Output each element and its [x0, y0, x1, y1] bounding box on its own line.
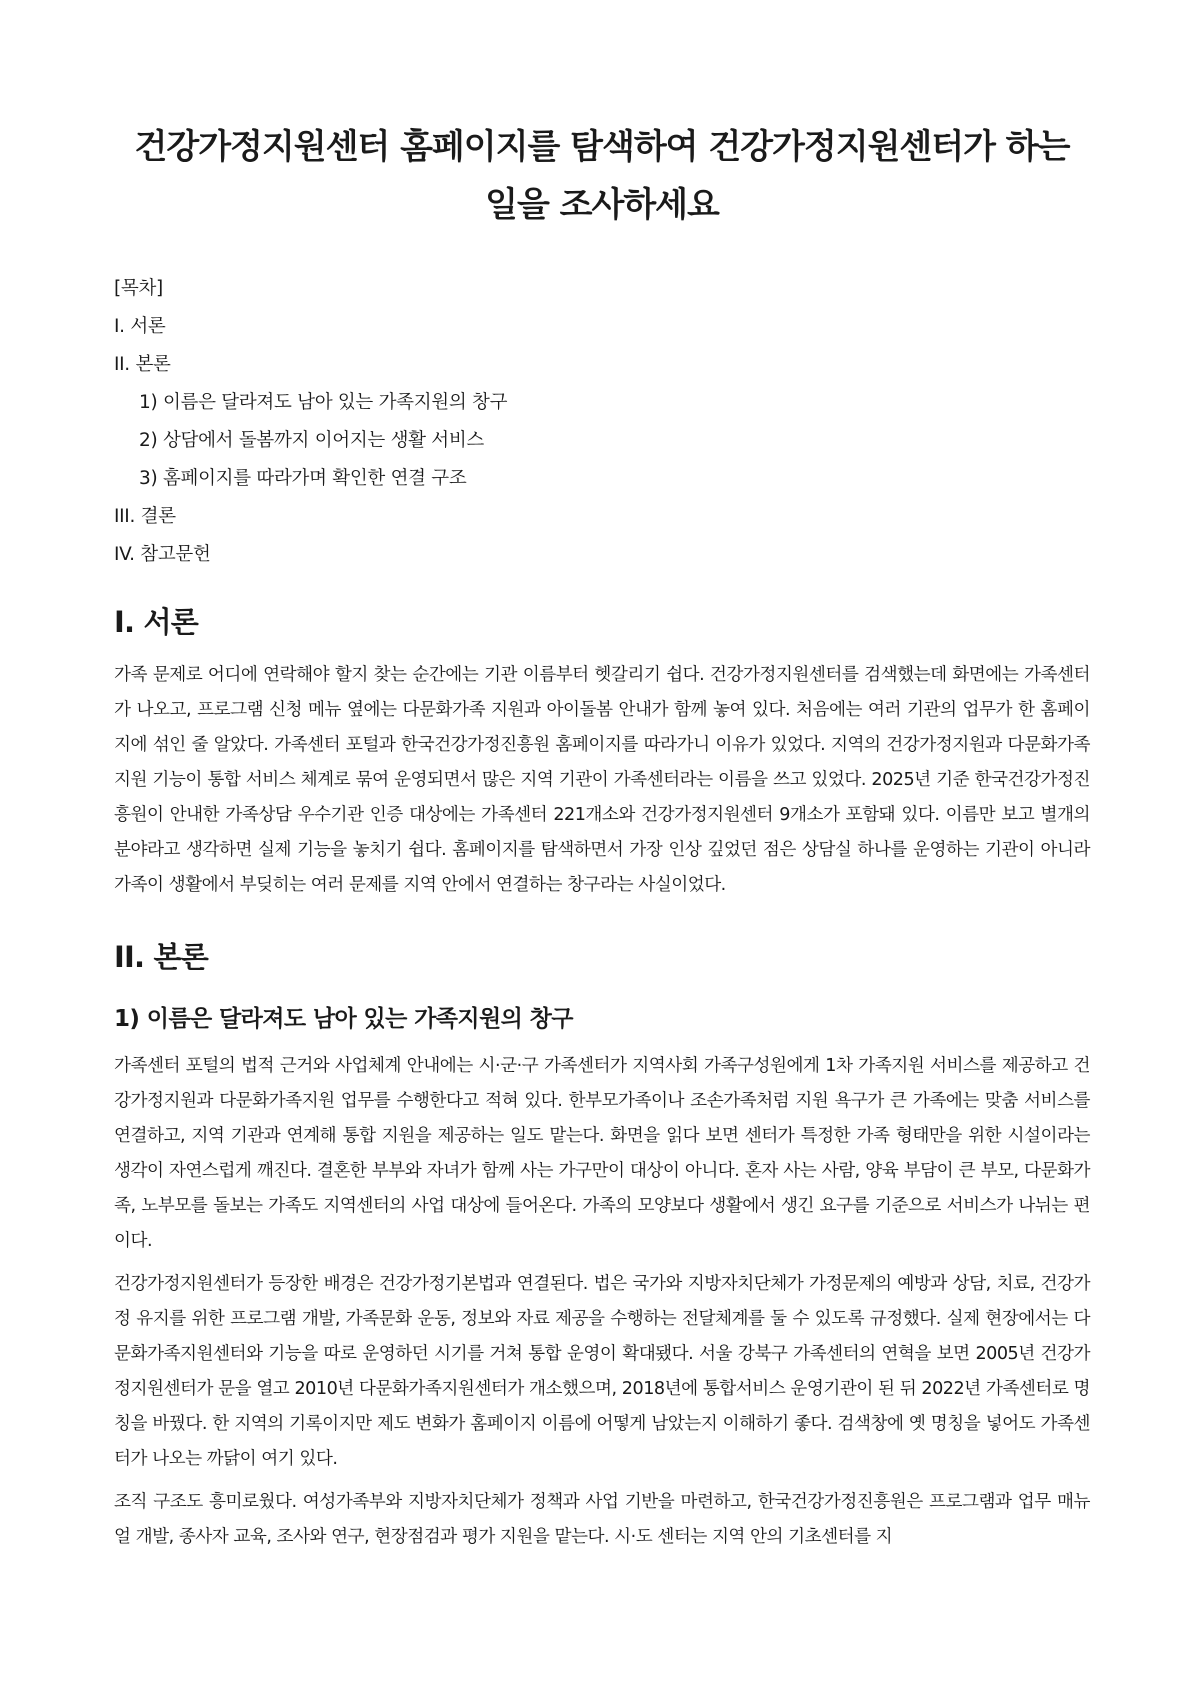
- toc-item-body-2: 2) 상담에서 돌봄까지 이어지는 생활 서비스: [139, 430, 484, 451]
- toc-item-conclusion: III. 결론: [114, 506, 176, 527]
- document-title: 건강가정지원센터 홈페이지를 탐색하여 건강가정지원센터가 하는 일을 조사하세요: [134, 127, 1070, 225]
- subsection-heading-1: 1) 이름은 달라져도 남아 있는 가족지원의 창구: [114, 1006, 573, 1032]
- toc-heading: [목차]: [114, 278, 163, 299]
- table-of-contents: [114, 270, 1090, 574]
- section-heading-intro: I. 서론: [114, 605, 198, 639]
- toc-item-references: IV. 참고문헌: [114, 544, 211, 565]
- toc-item-body: II. 본론: [114, 354, 171, 375]
- body-paragraph-3: 조직 구조도 흥미로웠다. 여성가족부와 지방자치단체가 정책과 사업 기반을 마련하고, 한국건강가정진흥원은 프로그램과 업무 매뉴얼 개발, 종사자 교육, 조사와 연구, 현장점검과 평가 지원을 맡는다. 시·도 센터는 지역 안의 기초센터를 지: [114, 1492, 1090, 1547]
- intro-paragraph: 가족 문제로 어디에 연락해야 할지 찾는 순간에는 기관 이름부터 헷갈리기 쉽다. 건강가정지원센터를 검색했는데 화면에는 가족센터가 나오고, 프로그램 신청 메뉴 옆에는 다문화가족 지원과 아이돌봄 안내가 함께 놓여 있다. 처음에는 여러 기관의 업무가 한 홈페이지에 섞인 줄 알았다. 가족센터 포털과 한국건강가정진흥원 홈페이지를 따라가니 이유가 있었다. 지역의 건강가정지원과 다문화가족지원 기능이 통합 서비스 체계로 묶여 운영되면서 많은 지역 기관이 가족센터라는 이름을 쓰고 있었다. 2025년 기준 한국건강가정진흥원이 안내한 가족상담 우수기관 인증 대상에는 가족센터 221개소와 건강가정지원센터 9개소가 포함돼 있다. 이름만 보고 별개의 분야라고 생각하면 실제 기능을 놓치기 쉽다. 홈페이지를 탐색하면서 가장 인상 깊었던 점은 상담실 하나를 운영하는 기관이 아니라 가족이 생활에서 부딪히는 여러 문제를 지역 안에서 연결하는 창구라는 사실이었다.: [114, 665, 1090, 895]
- body-paragraph-2: 건강가정지원센터가 등장한 배경은 건강가정기본법과 연결된다. 법은 국가와 지방자치단체가 가정문제의 예방과 상담, 치료, 건강가정 유지를 위한 프로그램 개발, 가족문화 운동, 정보와 자료 제공을 수행하는 전달체계를 둘 수 있도록 규정했다. 실제 현장에서는 다문화가족지원센터와 기능을 따로 운영하던 시기를 거쳐 통합 운영이 확대됐다. 서울 강북구 가족센터의 연혁을 보면 2005년 건강가정지원센터가 문을 열고 2010년 다문화가족지원센터가 개소했으며, 2018년에 통합서비스 운영기관이 된 뒤 2022년 가족센터로 명칭을 바꿨다. 한 지역의 기록이지만 제도 변화가 홈페이지 이름에 어떻게 남았는지 이해하기 좋다. 검색창에 옛 명칭을 넣어도 가족센터가 나오는 까닭이 여기 있다.: [114, 1274, 1090, 1469]
- toc-item-intro: I. 서론: [114, 316, 166, 337]
- toc-item-body-1: 1) 이름은 달라져도 남아 있는 가족지원의 창구: [139, 392, 508, 413]
- toc-item-body-3: 3) 홈페이지를 따라가며 확인한 연결 구조: [139, 468, 467, 489]
- section-heading-body: II. 본론: [114, 940, 208, 974]
- body-paragraph-1: 가족센터 포털의 법적 근거와 사업체계 안내에는 시·군·구 가족센터가 지역사회 가족구성원에게 1차 가족지원 서비스를 제공하고 건강가정지원과 다문화가족지원 업무를 수행한다고 적혀 있다. 한부모가족이나 조손가족처럼 지원 욕구가 큰 가족에는 맞춤 서비스를 연결하고, 지역 기관과 연계해 통합 지원을 제공하는 일도 맡는다. 화면을 읽다 보면 센터가 특정한 가족 형태만을 위한 시설이라는 생각이 자연스럽게 깨진다. 결혼한 부부와 자녀가 함께 사는 가구만이 대상이 아니다. 혼자 사는 사람, 양육 부담이 큰 부모, 다문화가족, 노부모를 돌보는 가족도 지역센터의 사업 대상에 들어온다. 가족의 모양보다 생활에서 생긴 요구를 기준으로 서비스가 나뉘는 편이다.: [114, 1056, 1090, 1251]
